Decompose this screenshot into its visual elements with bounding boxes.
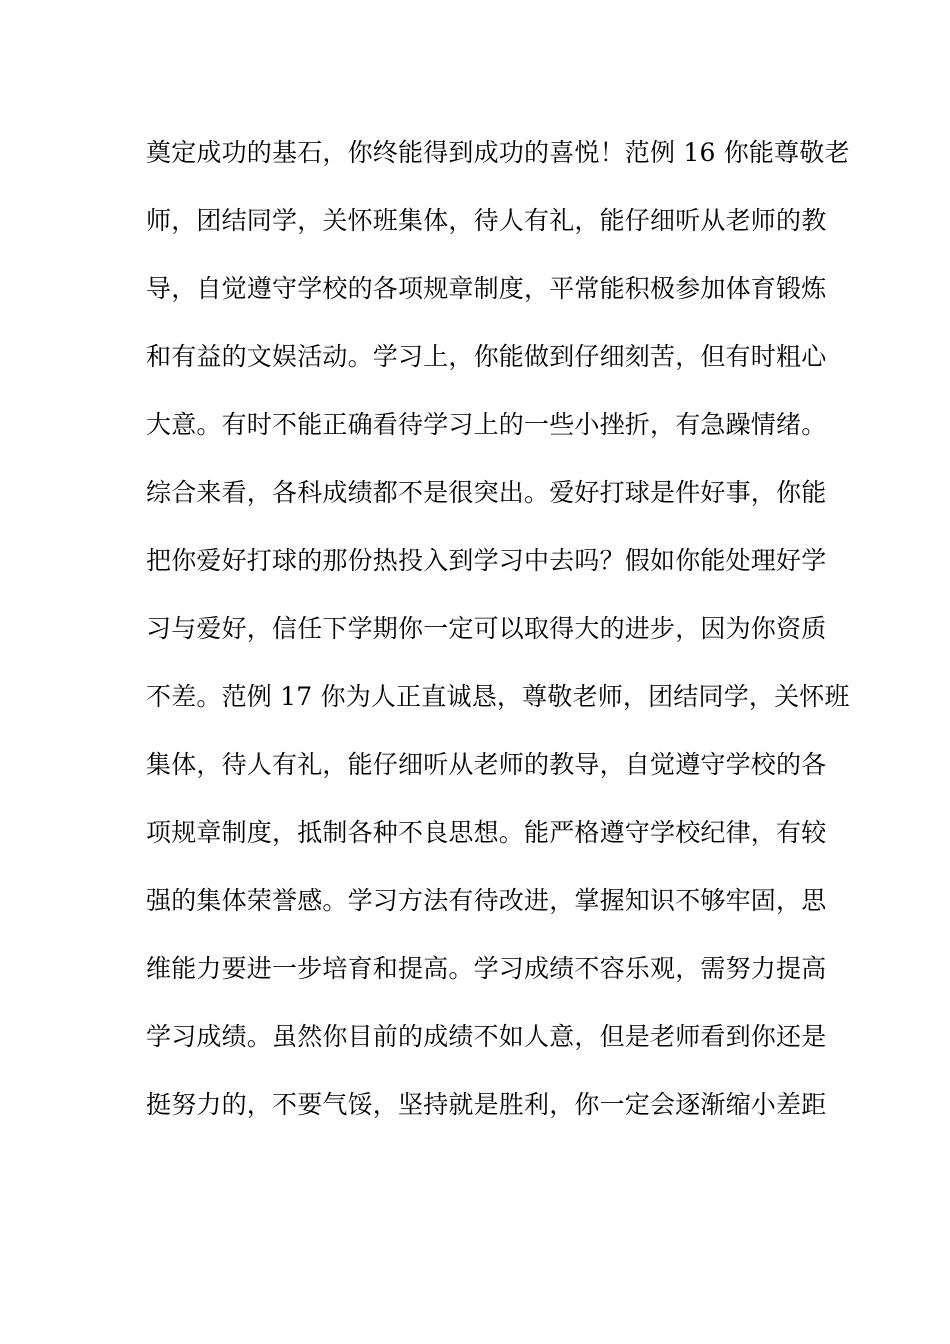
text-line: 大意。有时不能正确看待学习上的一些小挫折，有急躁情绪。 [146, 410, 827, 439]
text-line: 不差。范例 17 你为人正直诚恳，尊敬老师，团结同学，关怀班 [146, 682, 850, 711]
text-line: 项规章制度，抵制各种不良思想。能严格遵守学校纪律，有较 [146, 818, 827, 847]
text-line: 奠定成功的基石，你终能得到成功的喜悦！范例 16 你能尊敬老 [146, 138, 850, 167]
text-line: 维能力要进一步培育和提高。学习成绩不容乐观，需努力提高 [146, 954, 827, 983]
text-line: 和有益的文娱活动。学习上，你能做到仔细刻苦，但有时粗心 [146, 342, 827, 371]
text-line: 集体，待人有礼，能仔细听从老师的教导，自觉遵守学校的各 [146, 750, 827, 779]
text-line: 师，团结同学，关怀班集体，待人有礼，能仔细听从老师的教 [146, 206, 827, 235]
text-line: 学习成绩。虽然你目前的成绩不如人意，但是老师看到你还是 [146, 1022, 827, 1051]
text-line: 挺努力的，不要气馁，坚持就是胜利，你一定会逐渐缩小差距 [146, 1090, 827, 1119]
text-line: 综合来看，各科成绩都不是很突出。爱好打球是件好事，你能 [146, 478, 827, 507]
body-text [146, 131, 850, 1151]
text-line: 把你爱好打球的那份热投入到学习中去吗？假如你能处理好学 [146, 546, 827, 575]
text-line: 习与爱好，信任下学期你一定可以取得大的进步，因为你资质 [146, 614, 827, 643]
text-line: 导，自觉遵守学校的各项规章制度，平常能积极参加体育锻炼 [146, 274, 827, 303]
text-line: 强的集体荣誉感。学习方法有待改进，掌握知识不够牢固，思 [146, 886, 827, 915]
